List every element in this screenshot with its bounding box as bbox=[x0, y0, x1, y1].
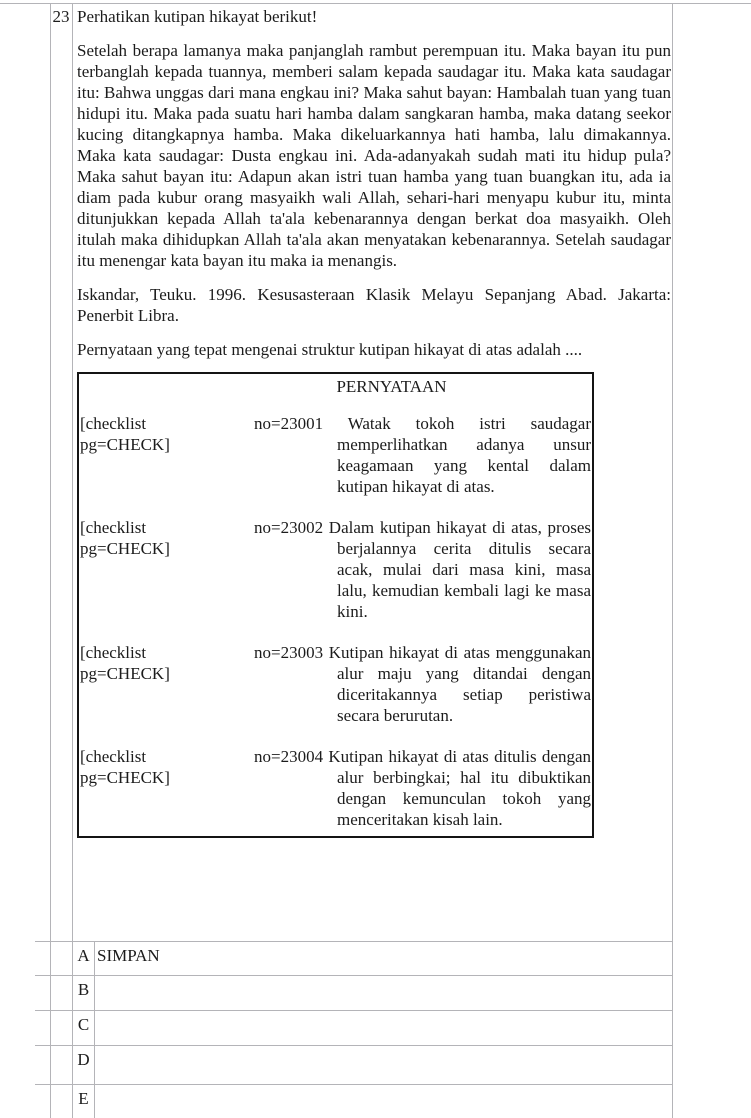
statement-table bbox=[77, 372, 594, 838]
statement-cell bbox=[254, 746, 591, 830]
checklist-cell[interactable] bbox=[80, 746, 254, 830]
statement-cell bbox=[254, 517, 591, 622]
statement-cell bbox=[254, 413, 591, 497]
statement-row bbox=[80, 413, 591, 497]
answer-row-d[interactable] bbox=[35, 1045, 672, 1084]
checklist-cell[interactable] bbox=[80, 413, 254, 497]
answer-letter-a[interactable]: A bbox=[77, 946, 90, 965]
statement-row bbox=[80, 642, 591, 726]
source-citation: Iskandar, Teuku. 1996. Kesusasteraan Klasik Melayu Sepanjang Abad. Jakarta: Penerbit Libra. bbox=[77, 285, 671, 325]
statement-text: Watak tokoh istri saudagar memperlihatkan adanya unsur keagamaan yang kental dalam kutipan hikayat di atas. bbox=[337, 414, 591, 496]
answer-letter-b[interactable]: B bbox=[77, 980, 90, 999]
answer-row-b[interactable] bbox=[35, 975, 672, 1010]
right-content-grid-line bbox=[672, 3, 673, 1118]
statement-no: no=23001 bbox=[254, 414, 324, 433]
statement-text: Kutipan hikayat di atas menggunakan alur maju yang ditandai dengan diceritakannya setiap peristiwa secara berurutan. bbox=[328, 643, 591, 725]
answer-content-a[interactable]: SIMPAN bbox=[97, 946, 160, 965]
statement-row bbox=[80, 746, 591, 830]
question-content bbox=[77, 6, 671, 838]
statement-text: Dalam kutipan hikayat di atas, proses berjalannya cerita ditulis secara acak, mulai dari masa kini, masa lalu, kemudian kembali lagi ke masa kini. bbox=[328, 518, 591, 621]
question-number: 23 bbox=[52, 7, 70, 26]
question-intro: Perhatikan kutipan hikayat berikut! bbox=[77, 7, 318, 26]
checklist-cell[interactable] bbox=[80, 642, 254, 726]
checklist-placeholder[interactable]: [checklist pg=CHECK] bbox=[80, 414, 170, 454]
statement-cell bbox=[254, 642, 591, 726]
statement-table-header: PERNYATAAN bbox=[336, 377, 447, 396]
statement-no: no=23003 bbox=[254, 643, 324, 662]
answer-letter-c[interactable]: C bbox=[77, 1015, 90, 1034]
question-prompt: Pernyataan yang tepat mengenai struktur kutipan hikayat di atas adalah .... bbox=[77, 340, 583, 359]
statement-no: no=23004 bbox=[254, 747, 324, 766]
answer-row-e[interactable] bbox=[35, 1084, 672, 1118]
hikayat-excerpt: Setelah berapa lamanya maka panjanglah rambut perempuan itu. Maka bayan itu pun terbanglah kepada tuannya, memberi salam kepada saudagar itu. Maka kata saudagar itu: Bahwa unggas dari mana engkau ini? Maka sahut bayan: Hambalah tuan yang tuan hidupi itu. Maka pada suatu hari hamba dalam sangkaran hamba, maka datang seekor kucing ditangkapnya hamba. Maka dikeluarkannya hati hamba, lalu dimakannya. Maka kata saudagar: Dusta engkau ini. Ada-adanyakah sudah mati itu hidup pula? Maka sahut bayan itu: Adapun akan istri tuan hamba yang tuan buangkan itu, ada ia diam pada kubur orang masyaikh wali Allah, sehari-hari menyapu kubur itu, minta ditunjukkan kepada Allah ta'ala kebenarannya dengan berkat doa masyaikh. Oleh itulah maka dihidupkan Allah ta'ala akan menyatakan kebenarannya. Setelah saudagar itu menengar kata bayan itu maka ia menangis. bbox=[77, 41, 671, 270]
answer-row-a[interactable] bbox=[35, 941, 672, 975]
answer-letter-e[interactable]: E bbox=[78, 1089, 89, 1108]
checklist-cell[interactable] bbox=[80, 517, 254, 622]
checklist-placeholder[interactable]: [checklist pg=CHECK] bbox=[80, 643, 170, 683]
answer-row-c[interactable] bbox=[35, 1010, 672, 1045]
checklist-placeholder[interactable]: [checklist pg=CHECK] bbox=[80, 518, 170, 558]
statement-no: no=23002 bbox=[254, 518, 324, 537]
answer-letter-d[interactable]: D bbox=[77, 1050, 90, 1069]
statement-row bbox=[80, 517, 591, 622]
statement-text: Kutipan hikayat di atas ditulis dengan alur berbingkai; hal itu dibuktikan dengan kemunculan tokoh yang menceritakan kisah lain. bbox=[328, 747, 592, 829]
checklist-placeholder[interactable]: [checklist pg=CHECK] bbox=[80, 747, 170, 787]
top-grid-line bbox=[0, 3, 751, 4]
